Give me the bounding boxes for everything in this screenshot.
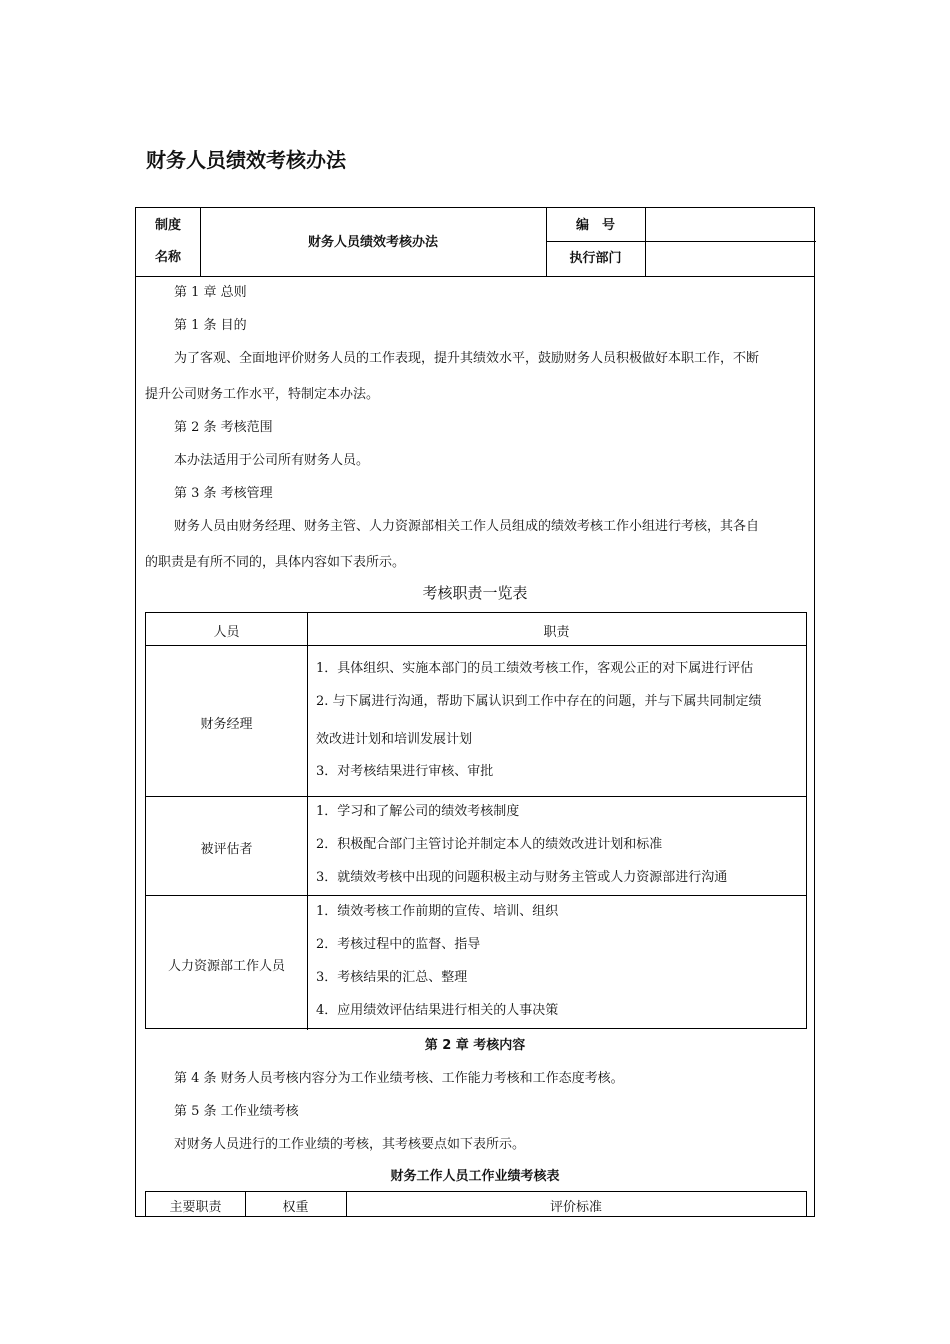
duty-table-caption: 考核职责一览表 [422,584,528,602]
duty-item: 3．对考核结果进行审核、审批 [316,764,494,779]
document-frame [135,207,815,1217]
article-2-title: 第 2 条 考核范围 [174,420,273,435]
duty-item: 2. 与下属进行沟通，帮助下属认识到工作中存在的问题，并与下属共同制定绩 [316,694,762,709]
col-weight-header: 权重 [282,1200,309,1215]
article-5-title: 第 5 条 工作业绩考核 [174,1104,299,1119]
duty-item: 4．应用绩效评估结果进行相关的人事决策 [316,1003,559,1018]
name-label-2: 名称 [154,250,181,265]
page-title: 财务人员绩效考核办法 [146,148,346,172]
duty-item: 效改进计划和培训发展计划 [316,732,473,747]
duties-finance-manager [307,645,806,796]
duty-item: 1．具体组织、实施本部门的员工绩效考核工作，客观公正的对下属进行评估 [316,661,754,676]
number-label: 编 号 [575,218,615,233]
perf-table-caption: 财务工作人员工作业绩考核表 [390,1169,560,1184]
name-label-1: 制度 [154,218,181,233]
duty-item: 3．就绩效考核中出现的问题积极主动与财务主管或人力资源部进行沟通 [316,870,728,885]
duty-item: 2．考核过程中的监督、指导 [316,937,481,952]
article-1-text-line-1: 为了客观、全面地评价财务人员的工作表现，提升其绩效水平，鼓励财务人员积极做好本职工作，不断 [174,351,760,366]
article-5-text: 对财务人员进行的工作业绩的考核，其考核要点如下表所示。 [174,1137,526,1152]
person-hr-staff: 人力资源部工作人员 [167,959,285,974]
name-value: 财务人员绩效考核办法 [307,235,438,250]
perf-table [145,1191,807,1217]
article-3-text-line-1: 财务人员由财务经理、财务主管、人力资源部相关工作人员组成的绩效考核工作小组进行考核，其各自 [174,519,760,534]
duty-table [145,612,807,1029]
duty-item: 1．学习和了解公司的绩效考核制度 [316,804,520,819]
col-standard-header: 评价标准 [549,1200,602,1215]
article-3-title: 第 3 条 考核管理 [174,486,273,501]
col-duty-header: 职责 [543,625,570,640]
article-1-text-line-2: 提升公司财务工作水平，特制定本办法。 [145,387,380,402]
person-evaluatee: 被评估者 [200,842,253,857]
col-main-duty-header: 主要职责 [169,1200,222,1215]
duties-evaluatee [307,796,806,895]
chapter-2-title: 第 2 章 考核内容 [424,1038,526,1053]
duties-hr-staff [307,895,806,1028]
article-4-text: 第 4 条 财务人员考核内容分为工作业绩考核、工作能力考核和工作态度考核。 [174,1071,624,1086]
col-person-header: 人员 [213,625,240,640]
article-2-text: 本办法适用于公司所有财务人员。 [174,453,370,468]
duty-item: 1．绩效考核工作前期的宣传、培训、组织 [316,904,559,919]
person-finance-manager: 财务经理 [200,717,253,732]
duty-item: 2．积极配合部门主管讨论并制定本人的绩效改进计划和标准 [316,837,663,852]
duty-item: 3．考核结果的汇总、整理 [316,970,468,985]
chapter-1-title: 第 1 章 总则 [174,285,247,300]
article-1-title: 第 1 条 目的 [174,318,247,333]
header-table [136,208,814,277]
article-3-text-line-2: 的职责是有所不同的，具体内容如下表所示。 [145,555,406,570]
dept-label: 执行部门 [569,251,622,266]
